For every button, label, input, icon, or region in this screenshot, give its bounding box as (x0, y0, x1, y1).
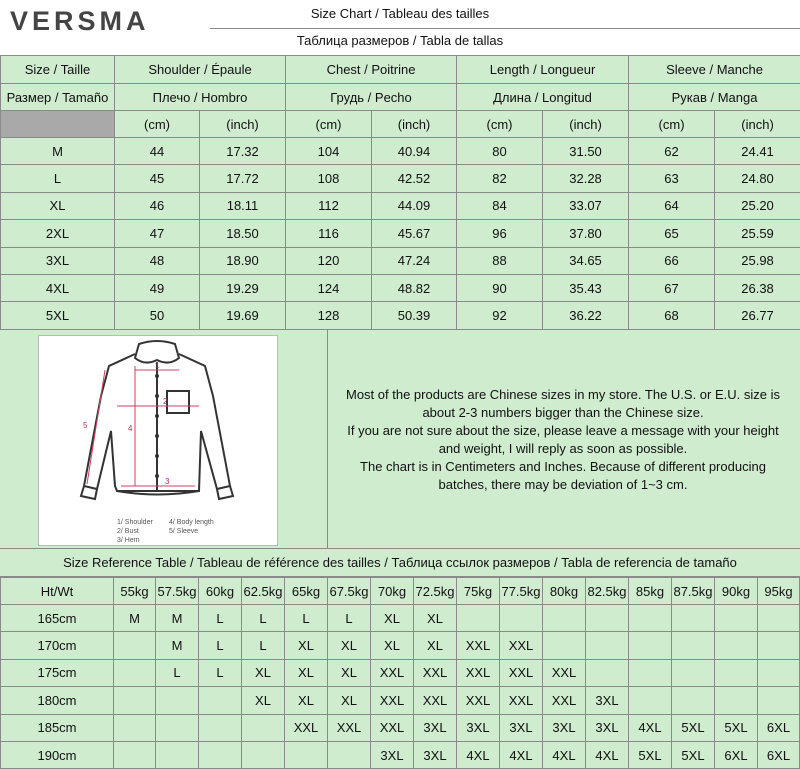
column-header-length-alt: Длина / Longitud (457, 84, 629, 111)
recommended-size-cell: XL (371, 632, 414, 659)
weight-header-cell: 57.5kg (156, 578, 199, 605)
recommended-size-cell: 4XL (543, 741, 586, 768)
recommended-size-cell: 6XL (758, 714, 800, 741)
info-section (0, 330, 800, 549)
recommended-size-cell (199, 687, 242, 714)
measurement-cell: 19.29 (200, 274, 286, 301)
weight-header-row (1, 578, 800, 605)
column-header-sleeve: Sleeve / Manche (629, 56, 800, 84)
column-header-shoulder-alt: Плечо / Hombro (115, 84, 286, 111)
weight-header-cell: 60kg (199, 578, 242, 605)
column-header-size-alt: Размер / Tamaño (1, 84, 115, 111)
recommended-size-cell: XXL (500, 632, 543, 659)
recommended-size-cell: L (242, 605, 285, 632)
recommended-size-cell: XL (371, 605, 414, 632)
recommended-size-cell: M (114, 605, 156, 632)
column-header-length: Length / Longueur (457, 56, 629, 84)
recommended-size-cell: 3XL (414, 714, 457, 741)
recommended-size-cell (156, 687, 199, 714)
recommended-size-cell: XXL (457, 659, 500, 686)
recommended-size-cell (758, 687, 800, 714)
recommended-size-cell: XXL (457, 687, 500, 714)
weight-header-cell: 85kg (629, 578, 672, 605)
measurement-cell: 24.41 (715, 138, 800, 165)
recommended-size-cell: XXL (371, 687, 414, 714)
recommended-size-cell: 5XL (715, 714, 758, 741)
recommended-size-cell: XL (242, 687, 285, 714)
note-line: about 2-3 numbers bigger than the Chinese size. (422, 405, 704, 420)
unit-corner-cell (1, 111, 115, 138)
measurement-cell: 34.65 (543, 247, 629, 274)
measurement-cell: 64 (629, 192, 715, 219)
measurement-cell: 112 (286, 192, 372, 219)
measurement-cell: 50.39 (372, 302, 457, 329)
recommended-size-cell: XXL (543, 659, 586, 686)
recommended-size-cell (114, 632, 156, 659)
recommended-size-cell (328, 741, 371, 768)
column-header-row-2 (1, 84, 800, 111)
recommended-size-cell (114, 659, 156, 686)
measurement-cell: 128 (286, 302, 372, 329)
recommended-size-cell (758, 659, 800, 686)
recommended-size-cell (457, 605, 500, 632)
measurement-cell: 35.43 (543, 274, 629, 301)
recommended-size-cell: XXL (371, 659, 414, 686)
size-label-cell: 5XL (1, 302, 115, 329)
recommended-size-cell (285, 741, 328, 768)
measurement-cell: 80 (457, 138, 543, 165)
measurement-cell: 26.77 (715, 302, 800, 329)
height-row (1, 659, 800, 686)
height-row (1, 632, 800, 659)
weight-header-cell: 80kg (543, 578, 586, 605)
recommended-size-cell: 5XL (672, 741, 715, 768)
column-header-row-1 (1, 56, 800, 84)
recommended-size-cell: XXL (414, 687, 457, 714)
recommended-size-cell (199, 741, 242, 768)
size-row (1, 138, 800, 165)
height-label-cell: 180cm (1, 687, 114, 714)
recommended-size-cell (672, 632, 715, 659)
height-label-cell: 175cm (1, 659, 114, 686)
chart-title-primary: Size Chart / Tableau des tailles (310, 6, 490, 21)
recommended-size-cell: XXL (457, 632, 500, 659)
column-header-size: Size / Taille (1, 56, 115, 84)
measurement-cell: 46 (115, 192, 200, 219)
legend-hem: 3/ Hem (117, 537, 140, 544)
measurement-cell: 32.28 (543, 165, 629, 192)
unit-cell: (cm) (286, 111, 372, 138)
recommended-size-cell (114, 687, 156, 714)
measurement-cell: 45.67 (372, 220, 457, 247)
measurement-cell: 44 (115, 138, 200, 165)
measure-label-3: 3 (165, 477, 170, 486)
height-row (1, 605, 800, 632)
recommended-size-cell (715, 659, 758, 686)
recommended-size-cell (114, 741, 156, 768)
recommended-size-cell: 4XL (457, 741, 500, 768)
legend-body-length: 4/ Body length (169, 519, 214, 526)
weight-header-cell: 70kg (371, 578, 414, 605)
size-row (1, 220, 800, 247)
height-row (1, 714, 800, 741)
recommended-size-cell: 3XL (586, 714, 629, 741)
recommended-size-cell (156, 741, 199, 768)
size-row (1, 302, 800, 329)
weight-header-cell: 87.5kg (672, 578, 715, 605)
recommended-size-cell (629, 687, 672, 714)
measurement-cell: 62 (629, 138, 715, 165)
measurement-cell: 84 (457, 192, 543, 219)
size-reference-table (0, 577, 800, 769)
recommended-size-cell (629, 605, 672, 632)
recommended-size-cell (586, 659, 629, 686)
measurement-cell: 92 (457, 302, 543, 329)
note-line: If you are not sure about the size, please leave a message with your height (347, 423, 779, 438)
size-label-cell: 2XL (1, 220, 115, 247)
recommended-size-cell (758, 605, 800, 632)
measure-label-1: 1 (155, 361, 160, 370)
measurement-cell: 42.52 (372, 165, 457, 192)
height-row (1, 687, 800, 714)
recommended-size-cell (672, 605, 715, 632)
measurement-cell: 124 (286, 274, 372, 301)
height-label-cell: 190cm (1, 741, 114, 768)
recommended-size-cell (758, 632, 800, 659)
chart-header (0, 0, 800, 56)
recommended-size-cell: 4XL (629, 714, 672, 741)
measurement-cell: 37.80 (543, 220, 629, 247)
measurement-cell: 90 (457, 274, 543, 301)
recommended-size-cell: 3XL (414, 741, 457, 768)
recommended-size-cell: L (199, 605, 242, 632)
recommended-size-cell: XXL (285, 714, 328, 741)
weight-header-cell: 62.5kg (242, 578, 285, 605)
recommended-size-cell: L (199, 632, 242, 659)
reference-corner-label: Ht/Wt (1, 578, 114, 605)
legend-bust: 2/ Bust (117, 528, 139, 535)
recommended-size-cell (199, 714, 242, 741)
measurement-cell: 25.98 (715, 247, 800, 274)
recommended-size-cell (543, 605, 586, 632)
recommended-size-cell: XL (328, 632, 371, 659)
size-label-cell: XL (1, 192, 115, 219)
height-label-cell: 165cm (1, 605, 114, 632)
unit-cell: (cm) (629, 111, 715, 138)
measurement-cell: 65 (629, 220, 715, 247)
recommended-size-cell (114, 714, 156, 741)
recommended-size-cell: XL (414, 632, 457, 659)
recommended-size-cell (586, 632, 629, 659)
note-line: and weight, I will reply as soon as possible. (438, 441, 688, 456)
section-divider (327, 330, 328, 548)
size-note (330, 386, 796, 494)
unit-cell: (inch) (372, 111, 457, 138)
size-row (1, 247, 800, 274)
recommended-size-cell: 4XL (586, 741, 629, 768)
recommended-size-cell: XL (328, 687, 371, 714)
recommended-size-cell (543, 632, 586, 659)
recommended-size-cell: 6XL (758, 741, 800, 768)
recommended-size-cell (156, 714, 199, 741)
unit-cell: (cm) (115, 111, 200, 138)
measurement-cell: 26.38 (715, 274, 800, 301)
unit-cell: (inch) (200, 111, 286, 138)
measurement-cell: 120 (286, 247, 372, 274)
recommended-size-cell: M (156, 605, 199, 632)
column-header-shoulder: Shoulder / Épaule (115, 56, 286, 84)
recommended-size-cell: L (328, 605, 371, 632)
recommended-size-cell (672, 659, 715, 686)
measurement-cell: 17.32 (200, 138, 286, 165)
recommended-size-cell: L (199, 659, 242, 686)
recommended-size-cell (242, 714, 285, 741)
height-label-cell: 185cm (1, 714, 114, 741)
measurement-cell: 88 (457, 247, 543, 274)
measurement-cell: 47.24 (372, 247, 457, 274)
unit-cell: (cm) (457, 111, 543, 138)
recommended-size-cell: XXL (543, 687, 586, 714)
measurement-cell: 18.90 (200, 247, 286, 274)
header-divider (210, 28, 800, 29)
measure-label-4: 4 (128, 424, 133, 433)
unit-cell: (inch) (543, 111, 629, 138)
measurement-cell: 31.50 (543, 138, 629, 165)
recommended-size-cell: 4XL (500, 741, 543, 768)
recommended-size-cell (629, 632, 672, 659)
recommended-size-cell: 3XL (500, 714, 543, 741)
measurement-cell: 108 (286, 165, 372, 192)
size-label-cell: M (1, 138, 115, 165)
measurement-cell: 68 (629, 302, 715, 329)
recommended-size-cell: XL (328, 659, 371, 686)
recommended-size-cell: L (242, 632, 285, 659)
note-line: batches, there may be deviation of 1~3 cm. (438, 477, 688, 492)
size-chart-table (0, 55, 800, 330)
measure-label-2: 2 (163, 397, 168, 406)
recommended-size-cell: XXL (414, 659, 457, 686)
recommended-size-cell: 5XL (629, 741, 672, 768)
weight-header-cell: 65kg (285, 578, 328, 605)
recommended-size-cell: 3XL (543, 714, 586, 741)
recommended-size-cell: XL (242, 659, 285, 686)
recommended-size-cell: XXL (371, 714, 414, 741)
weight-header-cell: 55kg (114, 578, 156, 605)
recommended-size-cell: M (156, 632, 199, 659)
measurement-cell: 96 (457, 220, 543, 247)
unit-cell: (inch) (715, 111, 800, 138)
measurement-cell: 17.72 (200, 165, 286, 192)
legend-sleeve: 5/ Sleeve (169, 528, 199, 535)
note-line: The chart is in Centimeters and Inches. Because of different producing (360, 459, 766, 474)
recommended-size-cell (629, 659, 672, 686)
size-row (1, 165, 800, 192)
recommended-size-cell: L (156, 659, 199, 686)
recommended-size-cell: 3XL (371, 741, 414, 768)
recommended-size-cell (242, 741, 285, 768)
measurement-cell: 45 (115, 165, 200, 192)
measurement-cell: 36.22 (543, 302, 629, 329)
note-line: Most of the products are Chinese sizes in my store. The U.S. or E.U. size is (346, 387, 780, 402)
reference-table-title: Size Reference Table / Tableau de référence des tailles / Таблица ссылок размеров / Tabla de referencia de tamaño (0, 549, 800, 577)
measurement-cell: 40.94 (372, 138, 457, 165)
size-label-cell: 4XL (1, 274, 115, 301)
column-header-sleeve-alt: Рукав / Manga (629, 84, 800, 111)
recommended-size-cell (715, 605, 758, 632)
measurement-cell: 67 (629, 274, 715, 301)
size-row (1, 274, 800, 301)
recommended-size-cell: XXL (328, 714, 371, 741)
measurement-cell: 18.11 (200, 192, 286, 219)
shirt-diagram (38, 335, 278, 546)
recommended-size-cell: XXL (500, 687, 543, 714)
measurement-cell: 48.82 (372, 274, 457, 301)
measurement-cell: 104 (286, 138, 372, 165)
height-label-cell: 170cm (1, 632, 114, 659)
chart-title-secondary: Таблица размеров / Tabla de tallas (296, 33, 504, 48)
recommended-size-cell (672, 687, 715, 714)
recommended-size-cell: XL (285, 687, 328, 714)
recommended-size-cell: 6XL (715, 741, 758, 768)
measurement-cell: 116 (286, 220, 372, 247)
measurement-cell: 50 (115, 302, 200, 329)
recommended-size-cell: 5XL (672, 714, 715, 741)
weight-header-cell: 77.5kg (500, 578, 543, 605)
measurement-cell: 25.20 (715, 192, 800, 219)
column-header-chest: Chest / Poitrine (286, 56, 457, 84)
weight-header-cell: 67.5kg (328, 578, 371, 605)
measurement-cell: 24.80 (715, 165, 800, 192)
measurement-cell: 47 (115, 220, 200, 247)
measurement-cell: 63 (629, 165, 715, 192)
recommended-size-cell: 3XL (586, 687, 629, 714)
measurement-cell: 33.07 (543, 192, 629, 219)
weight-header-cell: 82.5kg (586, 578, 629, 605)
measurement-cell: 82 (457, 165, 543, 192)
shirt-outline-icon (39, 336, 277, 545)
weight-header-cell: 95kg (758, 578, 800, 605)
recommended-size-cell (500, 605, 543, 632)
size-label-cell: 3XL (1, 247, 115, 274)
measurement-cell: 18.50 (200, 220, 286, 247)
weight-header-cell: 72.5kg (414, 578, 457, 605)
measurement-cell: 49 (115, 274, 200, 301)
column-header-chest-alt: Грудь / Pecho (286, 84, 457, 111)
height-row (1, 741, 800, 768)
measurement-cell: 19.69 (200, 302, 286, 329)
weight-header-cell: 90kg (715, 578, 758, 605)
weight-header-cell: 75kg (457, 578, 500, 605)
recommended-size-cell (715, 632, 758, 659)
legend-shoulder: 1/ Shoulder (117, 519, 153, 526)
recommended-size-cell (586, 605, 629, 632)
recommended-size-cell: 3XL (457, 714, 500, 741)
recommended-size-cell: XL (285, 659, 328, 686)
recommended-size-cell: XL (285, 632, 328, 659)
measurement-cell: 25.59 (715, 220, 800, 247)
size-label-cell: L (1, 165, 115, 192)
recommended-size-cell: XL (414, 605, 457, 632)
measurement-cell: 44.09 (372, 192, 457, 219)
recommended-size-cell: L (285, 605, 328, 632)
recommended-size-cell: XXL (500, 659, 543, 686)
recommended-size-cell (715, 687, 758, 714)
brand-logo: VERSMA (10, 6, 150, 36)
size-row (1, 192, 800, 219)
measurement-cell: 48 (115, 247, 200, 274)
measurement-cell: 66 (629, 247, 715, 274)
unit-row (1, 111, 800, 138)
measure-label-5: 5 (83, 421, 88, 430)
